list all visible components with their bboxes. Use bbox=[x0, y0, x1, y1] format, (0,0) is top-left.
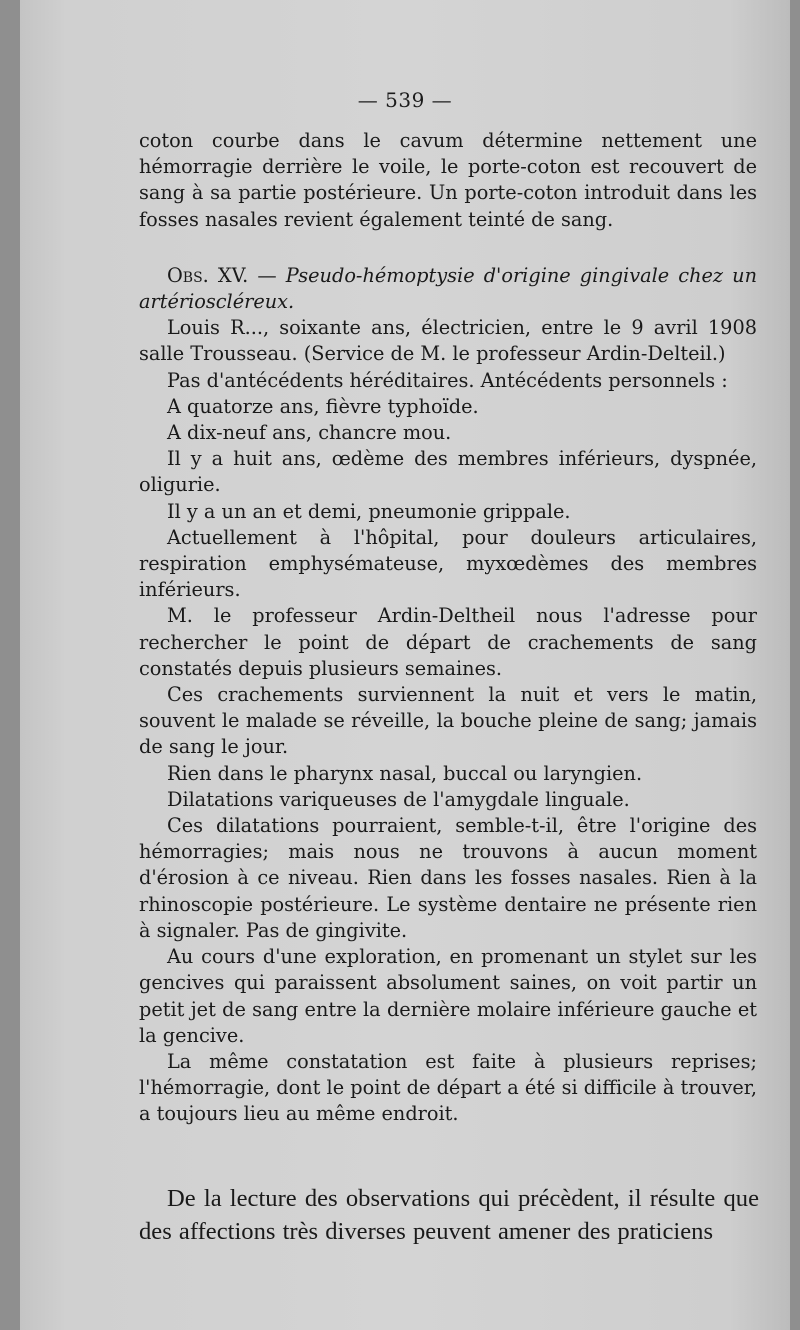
observation-paragraph: A dix-neuf ans, chancre mou. bbox=[167, 421, 452, 445]
observation-title: Pseudo-hémoptysie d'origine gingivale chez un artérioscléreux. bbox=[139, 263, 757, 314]
observation-paragraph: Rien dans le pharynx nasal, buccal ou laryngien. bbox=[167, 761, 643, 785]
observation-paragraph: Ces dilatations pourraient, semble-t-il, être l'origine des hémorragies; mais nous ne trouvons à aucun moment d'érosion à ce niveau. Rien dans les fosses nasales. Rien à la rhinoscopie postérieure. Le système dentaire ne présente rien à signaler. Pas de gingivite. bbox=[139, 814, 757, 942]
conclusion-paragraph: De la lecture des observations qui précèdent, il résulte que des affections très diverses peuvent amener des praticiens bbox=[139, 1185, 759, 1245]
book-page bbox=[20, 0, 790, 1330]
continuation-paragraph: coton courbe dans le cavum détermine nettement une hémorragie derrière le voile, le porte-coton est recouvert de sang à sa partie postérieure. Un porte-coton introduit dans les fosses nasales revient également teinté de sang. bbox=[139, 129, 757, 231]
observation-paragraph: La même constatation est faite à plusieurs reprises; l'hémorragie, dont le point de départ a été si difficile à trouver, a toujours lieu au même endroit. bbox=[139, 1049, 757, 1126]
observation-paragraph: M. le professeur Ardin-Deltheil nous l'adresse pour rechercher le point de départ de crachements de sang constatés depuis plusieurs semaines. bbox=[139, 604, 757, 680]
observation-dash: — bbox=[248, 263, 286, 287]
observation-paragraph: Dilatations variqueuses de l'amygdale linguale. bbox=[167, 787, 630, 811]
observation-paragraph: Au cours d'une exploration, en promenant un stylet sur les gencives qui paraissent absolument saines, on voit partir un petit jet de sang entre la dernière molaire inférieure gauche et la gencive. bbox=[139, 945, 757, 1047]
page-body bbox=[139, 128, 757, 1128]
observation-label: Obs. XV. bbox=[167, 263, 249, 287]
observation-paragraph: Actuellement à l'hôpital, pour douleurs articulaires, respiration emphysémateuse, myxœdèmes des membres inférieurs. bbox=[139, 525, 757, 602]
observation-heading bbox=[139, 263, 757, 315]
observation-paragraph: Louis R..., soixante ans, électricien, entre le 9 avril 1908 salle Trousseau. (Service de M. le professeur Ardin-Delteil.) bbox=[139, 316, 757, 366]
observation-paragraph: Il y a huit ans, œdème des membres inférieurs, dyspnée, oligurie. bbox=[139, 447, 757, 497]
observation-paragraph: Il y a un an et demi, pneumonie grippale. bbox=[167, 499, 571, 523]
page-number: — 539 — bbox=[357, 88, 453, 112]
observation-paragraph: Ces crachements surviennent la nuit et vers le matin, souvent le malade se réveille, la bouche pleine de sang; jamais de sang le jour. bbox=[139, 683, 757, 759]
observation-paragraph: A quatorze ans, fièvre typhoïde. bbox=[167, 394, 479, 418]
observation-paragraph: Pas d'antécédents héréditaires. Antécédents personnels : bbox=[167, 368, 728, 392]
conclusion-block bbox=[139, 1182, 759, 1248]
